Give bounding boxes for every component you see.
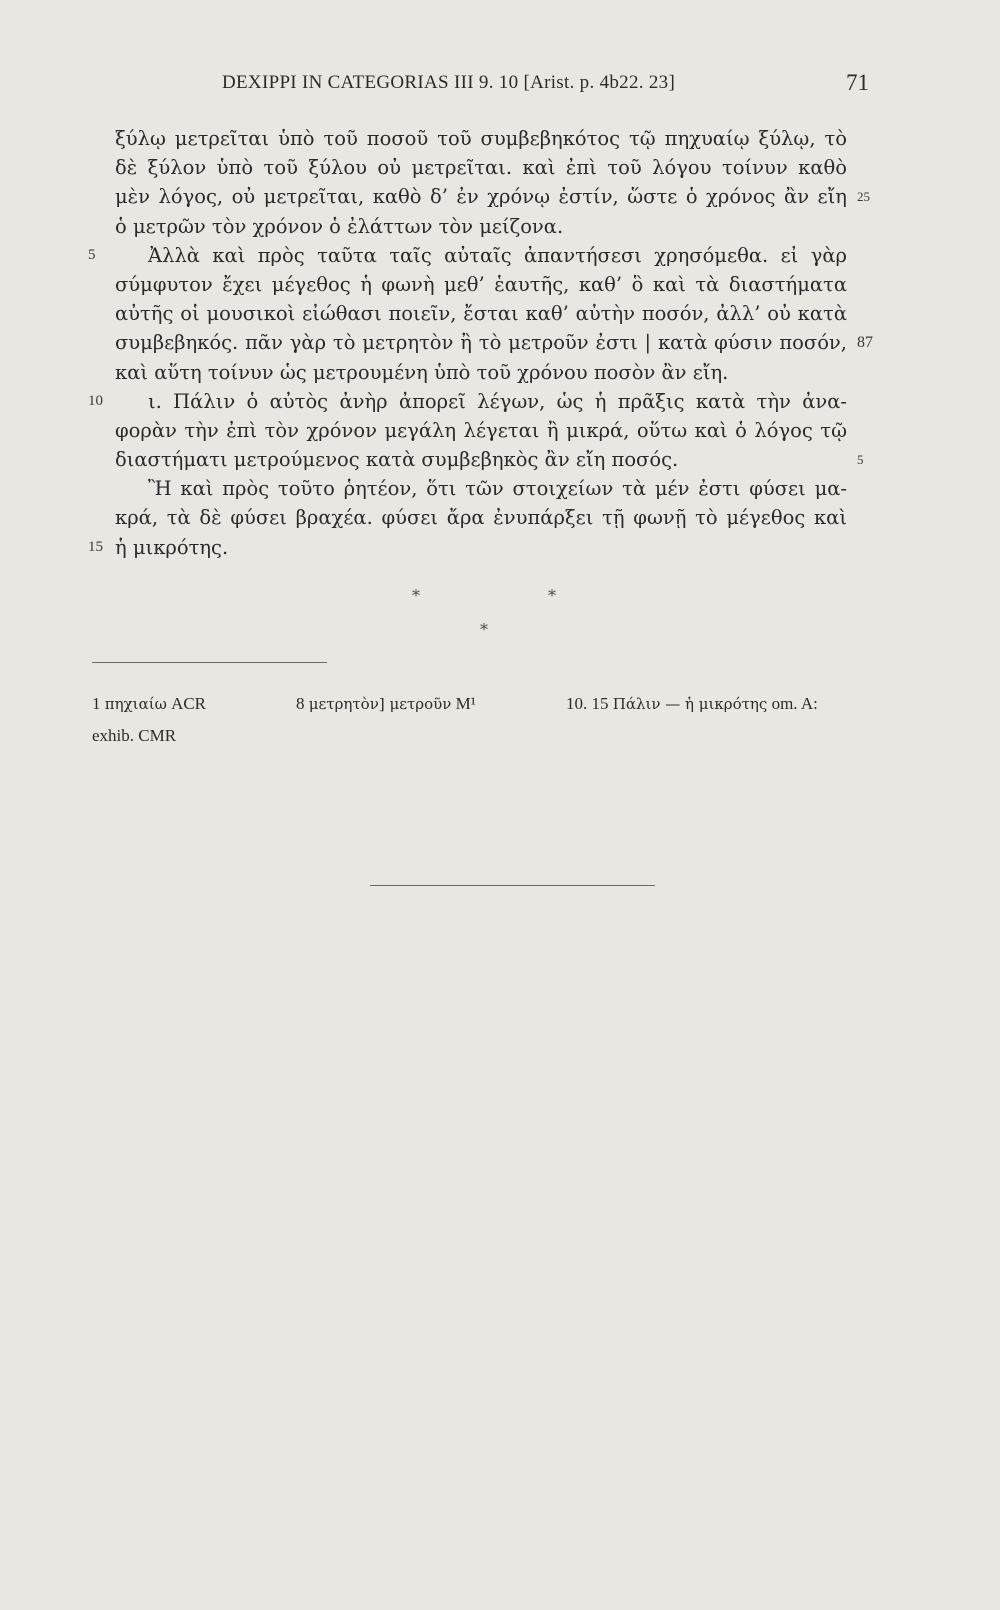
text-line [115,153,847,182]
footnote-lemma: μετρητὸν] μετροῦν [308,695,452,713]
text-line [115,445,864,474]
text-line-content: Ἢ καὶ πρὸς τοῦτο ῥητέον, ὅτι τῶν στοιχείων τὰ μέν ἐστι φύσει μα- [148,477,847,501]
text-line [115,270,847,299]
text-line [115,212,847,241]
text-line-content: σύμφυτον ἔχει μέγεθος ἡ φωνὴ μεθ’ ἑαυτῆς, καθ’ ὃ καὶ τὰ διαστήματα [115,272,847,296]
footnote [296,694,476,714]
line-number-right: 25 [857,189,870,205]
text-line [88,533,847,562]
apparatus-criticus [92,694,882,758]
text-line [115,474,847,503]
text-line-content: Ἀλλὰ καὶ πρὸς ταῦτα ταῖς αὐταῖς ἀπαντήσεσι χρησόμεθα. εἰ γὰρ [148,243,847,267]
footnote-line-number: 10. 15 [566,694,609,713]
footnote-sigla: M¹ [455,694,476,713]
text-line-content: κρά, τὰ δὲ φύσει βραχέα. φύσει ἄρα ἐνυπάρξει τῇ φωνῇ τὸ μέγεθος καὶ [115,506,847,530]
text-line [115,182,870,211]
ornament-star: * [548,586,556,605]
footnote-row [92,694,882,726]
line-number-left: 10 [88,392,103,409]
running-head: DEXIPPI IN CATEGORIAS III 9. 10 [Arist. p. 4b22. 23] [222,72,676,93]
footnote-rule [92,662,327,663]
footnote-sigla: ACR [171,694,207,713]
ornament-star: * [480,620,488,639]
text-line-content: ἡ μικρότης. [115,535,229,559]
text-line [115,416,847,445]
text-line-content: καὶ αὕτη τοίνυν ὡς μετρουμένη ὑπὸ τοῦ χρόνου ποσὸν ἂν εἴη. [115,360,729,384]
footnote-lemma: πηχιαίω [104,695,167,713]
footnote-sigla: om. A: [771,694,818,713]
footnote [92,694,206,714]
main-text [88,124,873,562]
text-line-content: συμβεβηκός. πᾶν γὰρ τὸ μετρητὸν ἢ τὸ μετροῦν ἐστι | κατὰ φύσιν ποσόν, [115,331,847,355]
line-number-left: 5 [88,246,96,263]
text-line-content: ὁ μετρῶν τὸν χρόνον ὁ ἐλάττων τὸν μείζονα. [115,214,564,238]
footnote-lemma: Πάλιν — ἡ μικρότης [612,695,768,713]
line-number-right: 87 [857,334,873,352]
footnote [566,694,818,714]
footnote-row [92,726,882,758]
text-line-content: ι. Πάλιν ὁ αὐτὸς ἀνὴρ ἀπορεῖ λέγων, ὡς ἡ πρᾶξις κατὰ τὴν ἀνα- [148,389,847,413]
footnote-line-number: 1 [92,694,101,713]
text-line [88,241,847,270]
text-line-content: δὲ ξύλον ὑπὸ τοῦ ξύλου οὐ μετρεῖται. καὶ ἐπὶ τοῦ λόγου τοίνυν καθὸ [115,156,847,180]
text-line-content: ξύλῳ μετρεῖται ὑπὸ τοῦ ποσοῦ τοῦ συμβεβηκότος τῷ πηχυαίῳ ξύλῳ, τὸ [115,127,847,150]
page-number: 71 [846,70,869,95]
text-line [115,299,847,328]
line-number-left: 15 [88,538,103,555]
text-line [115,328,873,357]
text-line [115,358,847,387]
footnote-line-number: 8 [296,694,305,713]
ornament-star: * [412,586,420,605]
text-line [115,124,847,153]
footnote-continuation: exhib. CMR [92,726,177,745]
line-number-right: 5 [857,452,864,468]
end-rule [370,885,655,886]
text-line-content: μὲν λόγος, οὐ μετρεῖται, καθὸ δ’ ἐν χρόνῳ ἐστίν, ὥστε ὁ χρόνος ἂν εἴη [115,185,847,209]
text-line [88,387,847,416]
text-line [115,503,847,532]
text-line-content: φορὰν τὴν ἐπὶ τὸν χρόνον μεγάλη λέγεται ἢ μικρά, οὕτω καὶ ὁ λόγος τῷ [115,418,847,442]
text-line-content: διαστήματι μετρούμενος κατὰ συμβεβηκὸς ἂν εἴη ποσός. [115,448,679,472]
text-line-content: αὐτῆς οἱ μουσικοὶ εἰώθασι ποιεῖν, ἔσται καθ’ αὑτὴν ποσόν, ἀλλ’ οὐ κατὰ [115,302,847,326]
